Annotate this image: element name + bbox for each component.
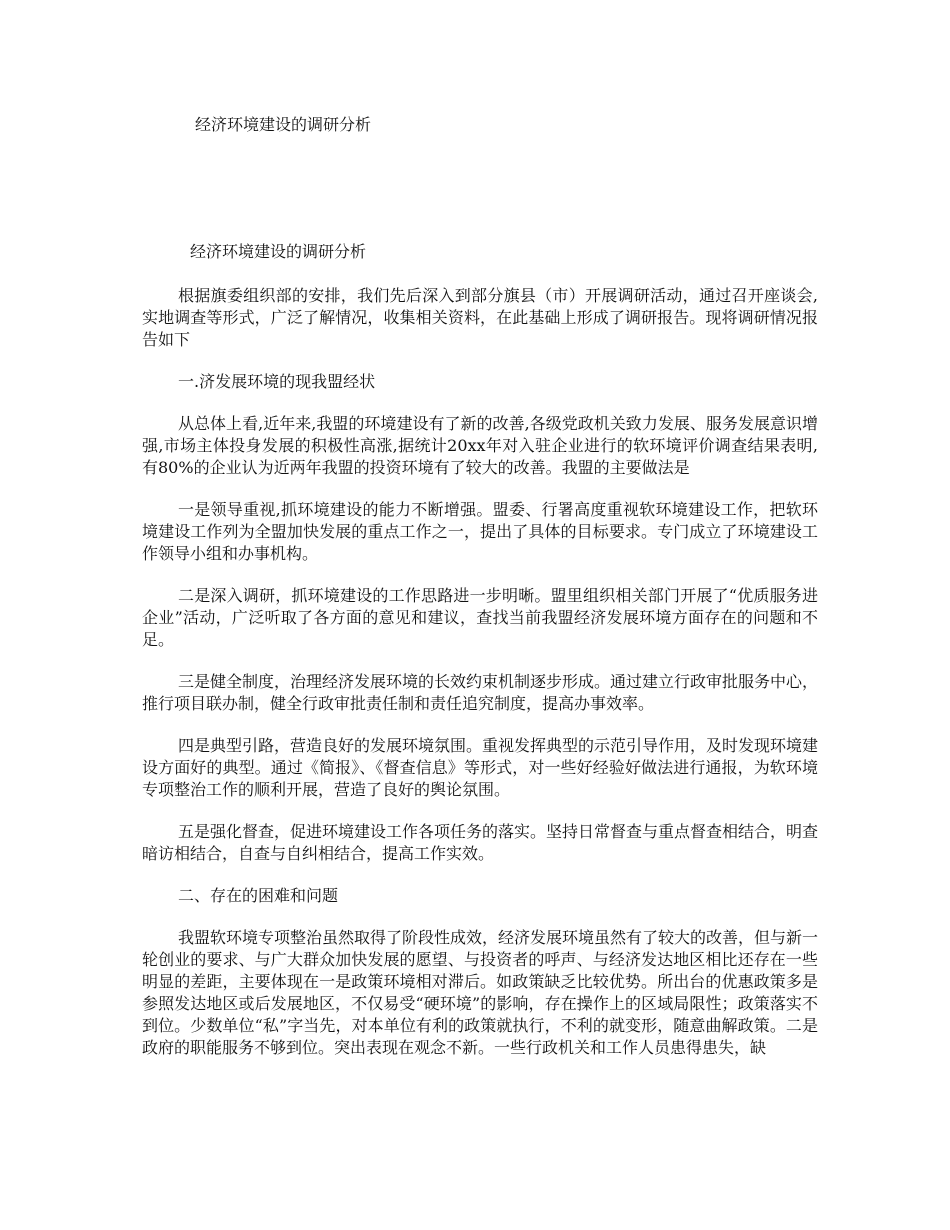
- document-subtitle: 经济环境建设的调研分析: [190, 242, 367, 261]
- paragraph-point-2: 二是深入调研，抓环境建设的工作思路进一步明晰。盟里组织相关部门开展了“优质服务进企业”活动，广泛听取了各方面的意见和建议，查找当前我盟经济发展环境方面存在的问题和不足。: [142, 586, 818, 649]
- document-title: 经济环境建设的调研分析: [195, 115, 372, 134]
- paragraph-point-3: 三是健全制度，治理经济发展环境的长效约束机制逐步形成。通过建立行政审批服务中心，推行项目联办制，健全行政审批责任制和责任追究制度，提高办事效率。: [142, 672, 819, 713]
- document-body: [142, 285, 818, 1079]
- paragraph-intro: 根据旗委组织部的安排，我们先后深入到部分旗县（市）开展调研活动，通过召开座谈会,实地调查等形式，广泛了解情况，收集相关资料，在此基础上形成了调研报告。现将调研情况报告如下: [142, 286, 818, 349]
- paragraph-problems: 我盟软环境专项整治虽然取得了阶段性成效，经济发展环境虽然有了较大的改善，但与新一轮创业的要求、与广大群众加快发展的愿望、与投资者的呼声、与经济发达地区相比还存在一些明显的差距，主要体现在一是政策环境相对滞后。如政策缺乏比较优势。所出台的优惠政策多是参照发达地区或后发展地区，不仅易受“硬环境”的影响，存在操作上的区域局限性；政策落实不到位。少数单位“私”字当先，对本单位有利的政策就执行，不利的就变形，随意曲解政策。二是政府的职能服务不够到位。突出表现在观念不新。一些行政机关和工作人员患得患失，缺: [142, 928, 819, 1057]
- section-heading-2: 二、存在的困难和问题: [178, 886, 339, 905]
- paragraph-overview: 从总体上看,近年来,我盟的环境建设有了新的改善,各级党政机关致力发展、服务发展意识增强,市场主体投身发展的积极性高涨,据统计20xx年对入驻企业进行的软环境评价调查结果表明,有80%的企业认为近两年我盟的投资环境有了较大的改善。我盟的主要做法是: [142, 414, 818, 477]
- paragraph-point-4: 四是典型引路，营造良好的发展环境氛围。重视发挥典型的示范引导作用，及时发现环境建设方面好的典型。通过《简报》、《督查信息》等形式，对一些好经验好做法进行通报，为软环境专项整治工作的顺利开展，营造了良好的舆论氛围。: [142, 736, 819, 799]
- section-heading-1: 一.济发展环境的现我盟经状: [178, 372, 376, 391]
- paragraph-point-5: 五是强化督查，促进环境建设工作各项任务的落实。坚持日常督查与重点督查相结合，明查暗访相结合，自查与自纠相结合，提高工作实效。: [142, 822, 819, 863]
- paragraph-point-1: 一是领导重视,抓环境建设的能力不断增强。盟委、行署高度重视软环境建设工作，把软环境建设工作列为全盟加快发展的重点工作之一，提出了具体的目标要求。专门成立了环境建设工作领导小组和办事机构。: [142, 500, 818, 563]
